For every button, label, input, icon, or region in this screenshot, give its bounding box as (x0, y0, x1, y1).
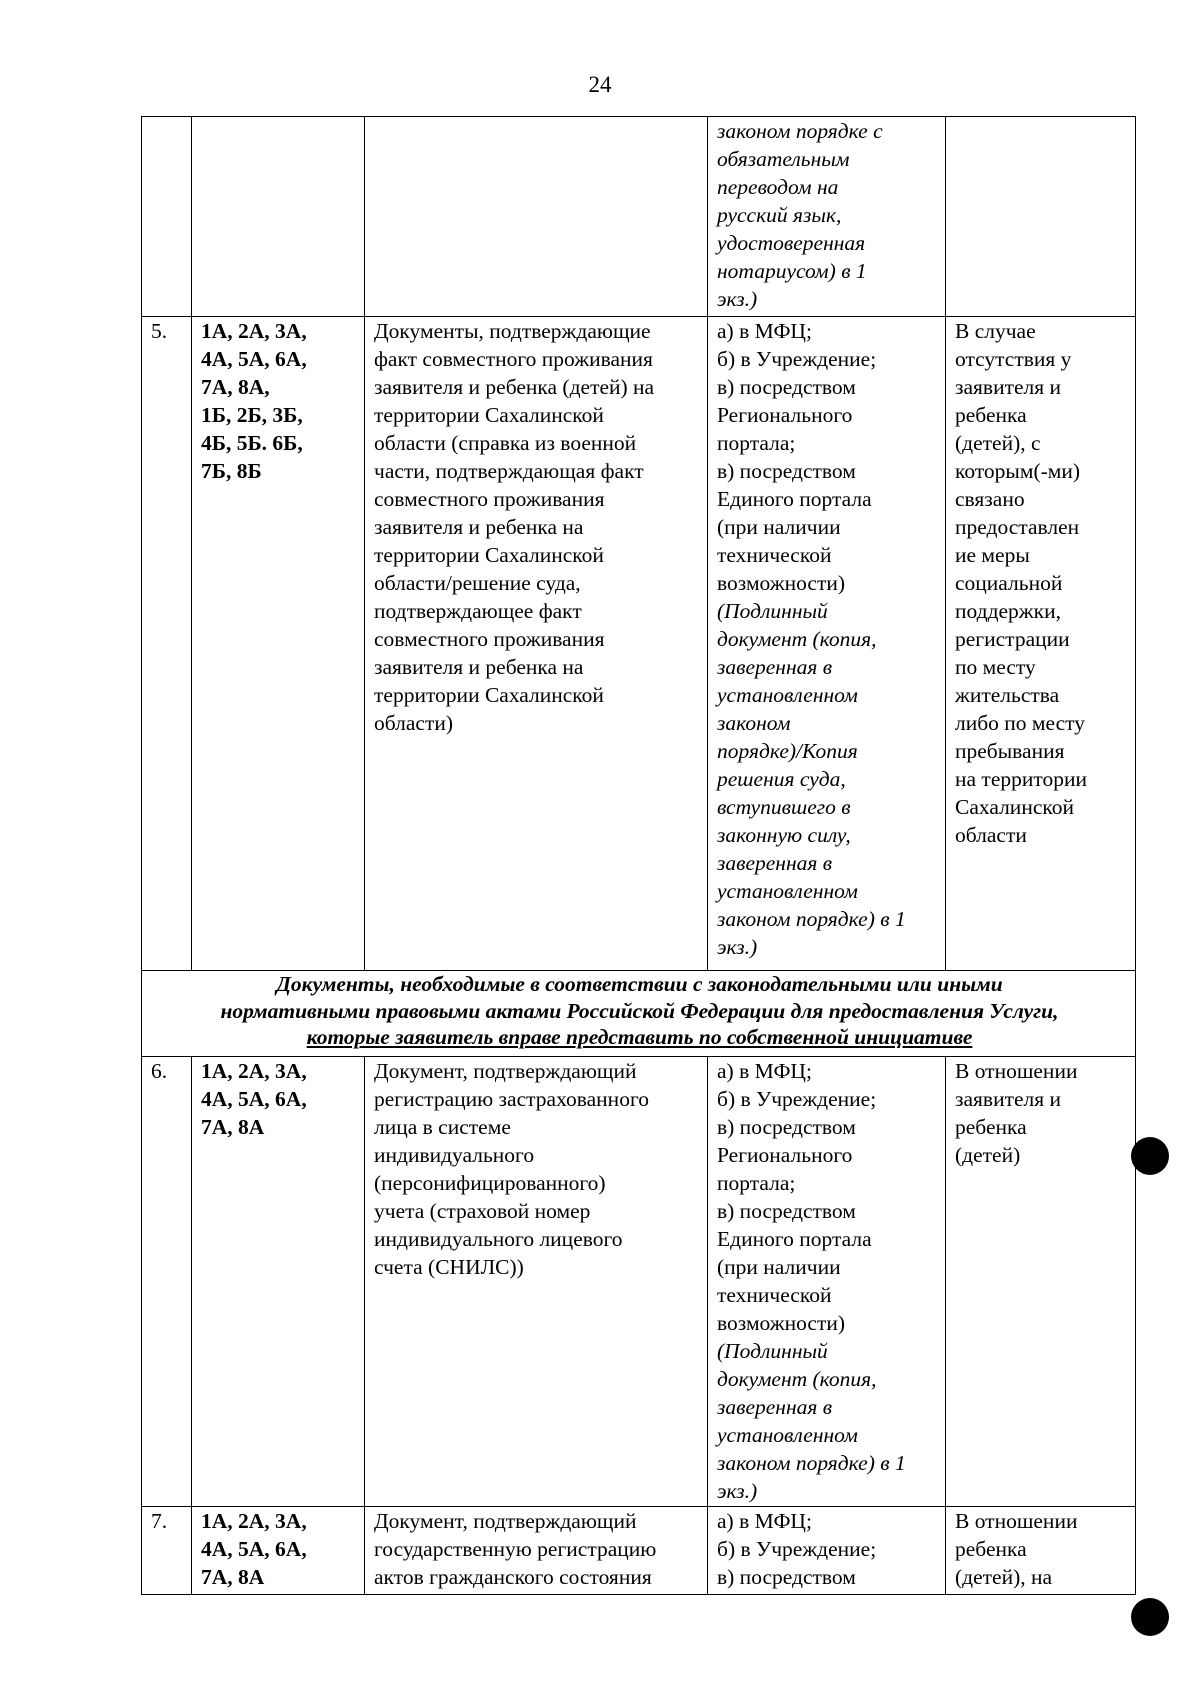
text-line: русский язык, (717, 203, 842, 227)
text-line: лица в системе (374, 1115, 511, 1139)
text-line: В отношении (955, 1059, 1078, 1083)
text-line: регистрации (955, 627, 1070, 651)
text-line: Документ, подтверждающий (374, 1509, 637, 1533)
text-line: части, подтверждающая факт (374, 459, 644, 483)
text-line: 7А, 8А, (201, 375, 270, 399)
text-line: заявителя и (955, 375, 1062, 399)
category-cell (192, 1507, 365, 1595)
text-line: области (955, 823, 1027, 847)
text-line: б) в Учреждение; (717, 347, 877, 371)
text-line: а) в МФЦ; (717, 1059, 812, 1083)
text-line: портала; (717, 431, 796, 455)
text-line: установленном (717, 879, 858, 903)
text-line: 4А, 5А, 6А, (201, 1537, 307, 1561)
text-line: поддержки, (955, 599, 1061, 623)
text-line: 1А, 2А, 3А, (201, 319, 307, 343)
section-heading-line: которые заявитель вправе представить по собственной инициативе (306, 1025, 973, 1049)
text-line: отсутствия у (955, 347, 1072, 371)
text-line: счета (СНИЛС)) (374, 1255, 524, 1279)
note-cell (946, 117, 1136, 317)
text-line: области) (374, 711, 454, 735)
text-line: в) посредством (717, 1565, 856, 1589)
text-line: обязательным (717, 147, 850, 171)
text-line: заявителя и ребенка (детей) на (374, 375, 655, 399)
text-line: Документы, подтверждающие (374, 319, 651, 343)
text-line: области/решение суда, (374, 571, 581, 595)
text-line: а) в МФЦ; (717, 319, 812, 343)
text-line: в) посредством (717, 1199, 856, 1223)
text-line: законом (717, 711, 791, 735)
section-heading-line: нормативными правовыми актами Российской Федерации для предоставления Услуги, (220, 998, 1059, 1023)
text-line: переводом на (717, 175, 839, 199)
document-cell (365, 317, 708, 971)
text-line: Регионального (717, 1143, 853, 1167)
text-line: заявителя и ребенка на (374, 655, 584, 679)
section-heading-row (142, 971, 1136, 1057)
text-line: в) посредством (717, 375, 856, 399)
documents-table (141, 116, 1136, 1595)
text-line: по месту (955, 655, 1036, 679)
submission-method-cell (708, 117, 946, 317)
punch-hole-mark (1131, 1137, 1169, 1175)
text-line: возможности) (717, 1311, 846, 1335)
text-line: ребенка (955, 1115, 1027, 1139)
section-heading (142, 971, 1136, 1057)
text-line: технической (717, 1283, 832, 1307)
submission-method-cell (708, 1057, 946, 1507)
text-line: (при наличии (717, 515, 841, 539)
note-cell (946, 1507, 1136, 1595)
text-line: которым(-ми) (955, 459, 1081, 483)
category-cell (192, 1057, 365, 1507)
text-line: на территории (955, 767, 1087, 791)
text-line: экз.) (717, 287, 758, 311)
text-line: возможности) (717, 571, 846, 595)
number-cell: 6. (142, 1057, 192, 1507)
text-line: заверенная в (717, 851, 833, 875)
text-line: документ (копия, (717, 627, 877, 651)
text-line: Документ, подтверждающий (374, 1059, 637, 1083)
text-line: ребенка (955, 1537, 1027, 1561)
text-line: либо по месту (955, 711, 1086, 735)
text-line: заявителя и ребенка на (374, 515, 584, 539)
text-line: Единого портала (717, 1227, 872, 1251)
table-row-6 (142, 1057, 1136, 1507)
text-line: законом порядке с (717, 119, 883, 143)
text-line: 1А, 2А, 3А, (201, 1509, 307, 1533)
page-number: 24 (588, 72, 612, 97)
text-line: актов гражданского состояния (374, 1565, 652, 1589)
text-line: экз.) (717, 935, 758, 959)
text-line: вступившего в (717, 795, 851, 819)
text-line: пребывания (955, 739, 1065, 763)
table-row-continuation (142, 117, 1136, 317)
text-line: 1Б, 2Б, 3Б, (201, 403, 303, 427)
text-line: (персонифицированного) (374, 1171, 606, 1195)
text-line: законом порядке) в 1 (717, 907, 906, 931)
text-line: В отношении (955, 1509, 1078, 1533)
text-line: портала; (717, 1171, 796, 1195)
table-row-7 (142, 1507, 1136, 1595)
text-line: 7А, 8А (201, 1115, 265, 1139)
submission-method-cell (708, 1507, 946, 1595)
text-line: документ (копия, (717, 1367, 877, 1391)
text-line: (детей), с (955, 431, 1041, 455)
text-line: ие меры (955, 543, 1030, 567)
text-line: территории Сахалинской (374, 683, 604, 707)
text-line: государственную регистрацию (374, 1537, 657, 1561)
text-line: экз.) (717, 1479, 758, 1503)
text-line: заявителя и (955, 1087, 1062, 1111)
text-line: (при наличии (717, 1255, 841, 1279)
text-line: 4А, 5А, 6А, (201, 1087, 307, 1111)
text-line: совместного проживания (374, 627, 605, 651)
text-line: (детей), на (955, 1565, 1053, 1589)
text-line: в) посредством (717, 459, 856, 483)
text-line: территории Сахалинской (374, 403, 604, 427)
text-line: Регионального (717, 403, 853, 427)
text-line: 4Б, 5Б. 6Б, (201, 431, 303, 455)
document-cell (365, 1507, 708, 1595)
text-line: (Подлинный (717, 599, 828, 623)
text-line: Сахалинской (955, 795, 1074, 819)
text-line: В случае (955, 319, 1036, 343)
text-line: социальной (955, 571, 1063, 595)
text-line: учета (страховой номер (374, 1199, 591, 1223)
text-line: заверенная в (717, 1395, 833, 1419)
submission-method-cell (708, 317, 946, 971)
text-line: (детей) (955, 1143, 1021, 1167)
text-line: Единого портала (717, 487, 872, 511)
category-cell (192, 317, 365, 971)
text-line: в) посредством (717, 1115, 856, 1139)
text-line: 1А, 2А, 3А, (201, 1059, 307, 1083)
table-row-5 (142, 317, 1136, 971)
text-line: (Подлинный (717, 1339, 828, 1363)
text-line: индивидуального лицевого (374, 1227, 623, 1251)
text-line: нотариусом) в 1 (717, 259, 867, 283)
note-cell (946, 1057, 1136, 1507)
text-line: 7А, 8А (201, 1565, 265, 1589)
text-line: порядке)/Копия (717, 739, 858, 763)
text-line: законом порядке) в 1 (717, 1451, 906, 1475)
text-line: факт совместного проживания (374, 347, 653, 371)
text-line: индивидуального (374, 1143, 535, 1167)
text-line: 4А, 5А, 6А, (201, 347, 307, 371)
text-line: совместного проживания (374, 487, 605, 511)
text-line: б) в Учреждение; (717, 1087, 877, 1111)
text-line: подтверждающее факт (374, 599, 582, 623)
text-line: решения суда, (717, 767, 846, 791)
category-cell (192, 117, 365, 317)
text-line: области (справка из военной (374, 431, 637, 455)
section-heading-line: Документы, необходимые в соответствии с законодательными или иными (276, 972, 1003, 996)
text-line: удостоверенная (717, 231, 866, 255)
text-line: регистрацию застрахованного (374, 1087, 649, 1111)
document-cell (365, 1057, 708, 1507)
text-line: законную силу, (717, 823, 851, 847)
text-line: заверенная в (717, 655, 833, 679)
text-line: жительства (955, 683, 1060, 707)
text-line: предоставлен (955, 515, 1080, 539)
punch-hole-mark (1131, 1598, 1169, 1636)
text-line: технической (717, 543, 832, 567)
text-line: связано (955, 487, 1025, 511)
number-cell: 5. (142, 317, 192, 971)
text-line: установленном (717, 683, 858, 707)
document-cell (365, 117, 708, 317)
text-line: б) в Учреждение; (717, 1537, 877, 1561)
text-line: установленном (717, 1423, 858, 1447)
note-cell (946, 317, 1136, 971)
number-cell (142, 117, 192, 317)
text-line: территории Сахалинской (374, 543, 604, 567)
text-line: ребенка (955, 403, 1027, 427)
text-line: 7Б, 8Б (201, 459, 262, 483)
text-line: а) в МФЦ; (717, 1509, 812, 1533)
number-cell: 7. (142, 1507, 192, 1595)
